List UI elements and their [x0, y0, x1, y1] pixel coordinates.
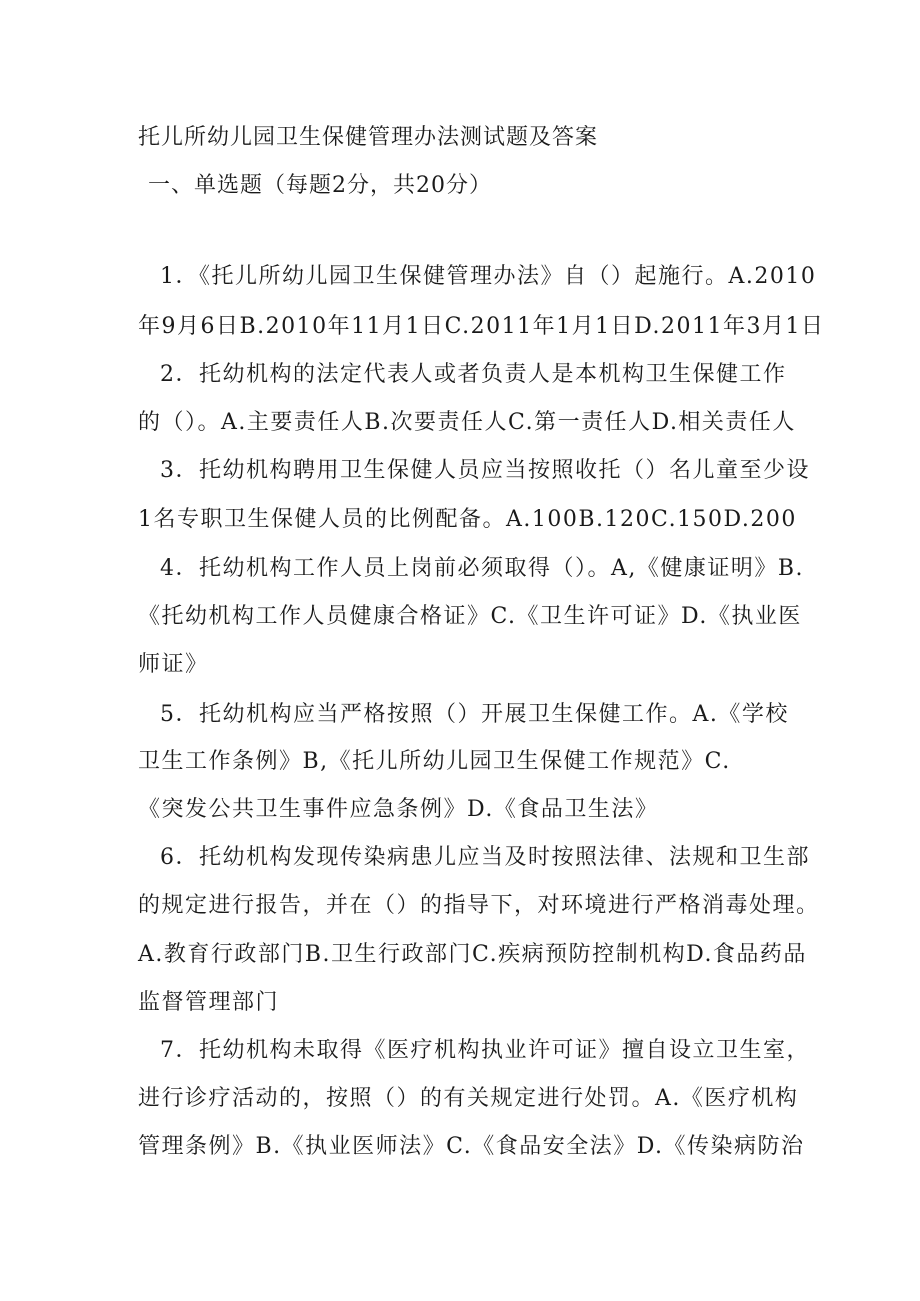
- question-3-line-2: 1名专职卫生保健人员的比例配备。A.100B.120C.150D.200: [138, 507, 797, 532]
- question-3-line-1: 3．托幼机构聘用卫生保健人员应当按照收托（）名儿童至少设: [160, 458, 810, 483]
- question-2-line-2: 的（）。A.主要责任人B.次要责任人C.第一责任人D.相关责任人: [138, 410, 796, 435]
- question-5-line-3: 《突发公共卫生事件应急条例》D.《食品卫生法》: [138, 797, 659, 822]
- question-2-line-1: 2．托幼机构的法定代表人或者负责人是本机构卫生保健工作: [160, 362, 787, 387]
- question-1-line-2: 年9月6日B.2010年11月1日C.2011年1月1日D.2011年3月1日: [138, 314, 825, 339]
- question-7-line-3: 管理条例》B.《执业医师法》C.《食品安全法》D.《传染病防治: [138, 1134, 805, 1159]
- question-4-line-1: 4．托幼机构工作人员上岗前必须取得（）。A,《健康证明》B.: [160, 556, 805, 581]
- question-7-line-1: 7．托幼机构未取得《医疗机构执业许可证》擅自设立卫生室，: [160, 1038, 810, 1063]
- question-6-line-1: 6．托幼机构发现传染病患儿应当及时按照法律、法规和卫生部: [160, 845, 810, 870]
- question-5-line-1: 5．托幼机构应当严格按照（）开展卫生保健工作。A.《学校: [160, 702, 789, 727]
- section-heading: 一、单选题（每题2分，共20分）: [148, 173, 492, 198]
- page-title: 托儿所幼儿园卫生保健管理办法测试题及答案: [138, 125, 599, 150]
- question-6-line-4: 监督管理部门: [138, 990, 280, 1015]
- question-6-line-3: A.教育行政部门B.卫生行政部门C.疾病预防控制机构D.食品药品: [138, 942, 807, 967]
- question-1-line-1: 1．《托儿所幼儿园卫生保健管理办法》自（）起施行。A.2010: [160, 264, 817, 289]
- question-6-line-2: 的规定进行报告，并在（）的指导下，对环境进行严格消毒处理。: [138, 893, 820, 918]
- question-4-line-2: 《托幼机构工作人员健康合格证》C.《卫生许可证》D.《执业医: [138, 604, 802, 629]
- question-5-line-2: 卫生工作条例》B,《托儿所幼儿园卫生保健工作规范》C.: [138, 749, 731, 774]
- question-4-line-3: 师证》: [138, 652, 209, 677]
- question-7-line-2: 进行诊疗活动的，按照（）的有关规定进行处罚。A.《医疗机构: [138, 1086, 799, 1111]
